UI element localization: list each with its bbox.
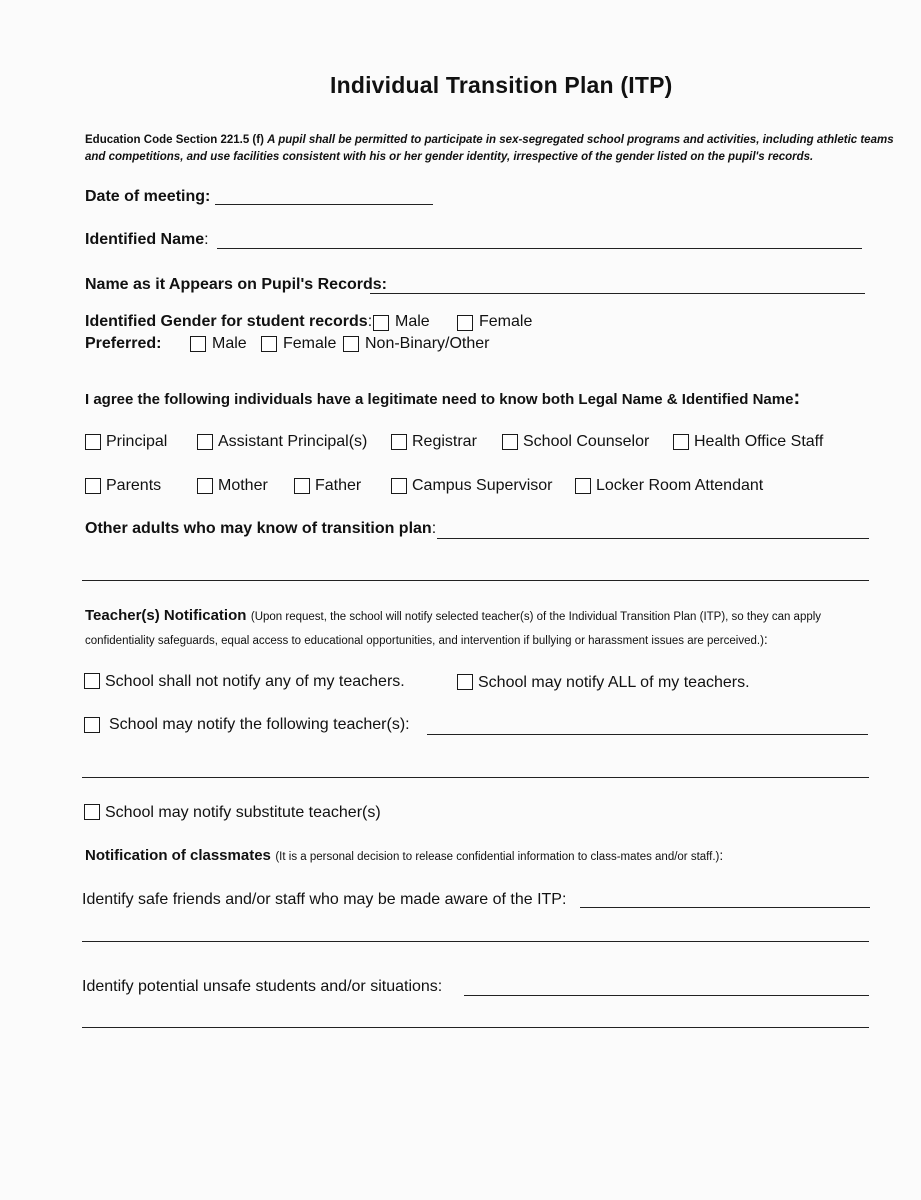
assistant-principal-label: Assistant Principal(s) xyxy=(218,433,368,450)
school-counselor-checkbox[interactable] xyxy=(502,434,518,450)
education-code-line-1 xyxy=(85,134,894,146)
principal-checkbox[interactable] xyxy=(85,434,101,450)
father-checkbox[interactable] xyxy=(294,478,310,494)
name-on-records-field[interactable] xyxy=(370,293,865,294)
page-title: Individual Transition Plan (ITP) xyxy=(330,72,673,98)
teacher-notification-note-1: (Upon request, the school will notify selected teacher(s) of the Individual Transition Plan (ITP), so they can apply xyxy=(250,611,822,623)
education-code-text-2: and competitions, and use facilities consistent with his or her gender identity, irrespective of the gender listed on the pupil's records. xyxy=(85,151,814,163)
gender-female-label: Female xyxy=(479,313,533,330)
identified-name-label xyxy=(85,231,209,249)
parents-checkbox[interactable] xyxy=(85,478,101,494)
identified-name-label-text: Identified Name xyxy=(85,231,205,248)
school-counselor-label: School Counselor xyxy=(523,433,650,450)
preferred-nonbinary-label: Non-Binary/Other xyxy=(365,335,490,352)
health-office-staff-label: Health Office Staff xyxy=(694,433,824,450)
need-to-know-colon: : xyxy=(793,387,801,409)
teacher-notification-heading-text: Teacher(s) Notification xyxy=(85,607,247,624)
safe-friends-field-line-1[interactable] xyxy=(580,907,870,908)
classmates-colon: : xyxy=(719,847,724,863)
notify-all-teachers-checkbox[interactable] xyxy=(457,674,473,690)
other-adults-label xyxy=(85,520,436,538)
father-label: Father xyxy=(315,477,362,494)
principal-label: Principal xyxy=(106,433,168,450)
preferred-male-checkbox[interactable] xyxy=(190,336,206,352)
unsafe-students-field-line-2[interactable] xyxy=(82,1027,869,1028)
other-adults-field-line-1[interactable] xyxy=(437,538,869,539)
gender-female-checkbox[interactable] xyxy=(457,315,473,331)
not-notify-teachers-checkbox[interactable] xyxy=(84,673,100,689)
identified-gender-label xyxy=(85,313,372,331)
safe-friends-label: Identify safe friends and/or staff who may be made aware of the ITP: xyxy=(82,891,567,908)
identified-gender-label-text: Identified Gender for student records xyxy=(85,313,368,330)
classmates-heading xyxy=(85,847,723,865)
classmates-note: (It is a personal decision to release confidential information to class-mates and/or staff.) xyxy=(275,851,720,863)
preferred-female-label: Female xyxy=(283,335,337,352)
health-office-staff-checkbox[interactable] xyxy=(673,434,689,450)
other-adults-colon: : xyxy=(431,520,437,537)
notify-following-teachers-field-line-2[interactable] xyxy=(82,777,869,778)
date-of-meeting-label: Date of meeting: xyxy=(85,188,211,205)
need-to-know-heading-text: I agree the following individuals have a legitimate need to know both Legal Name & Identified Name xyxy=(85,391,794,408)
locker-room-attendant-label: Locker Room Attendant xyxy=(596,477,764,494)
teacher-notification-colon: : xyxy=(763,631,768,647)
preferred-male-label: Male xyxy=(212,335,247,352)
gender-male-label: Male xyxy=(395,313,430,330)
registrar-checkbox[interactable] xyxy=(391,434,407,450)
other-adults-field-line-2[interactable] xyxy=(82,580,869,581)
classmates-heading-text: Notification of classmates xyxy=(85,847,271,864)
preferred-label: Preferred: xyxy=(85,335,162,352)
education-code-section: Education Code Section 221.5 (f) xyxy=(85,134,264,146)
notify-all-teachers-label: School may notify ALL of my teachers. xyxy=(478,674,750,691)
registrar-label: Registrar xyxy=(412,433,477,450)
mother-label: Mother xyxy=(218,477,268,494)
teacher-notification-note-line-2 xyxy=(85,631,768,649)
need-to-know-heading xyxy=(85,387,800,410)
teacher-notification-heading xyxy=(85,607,821,625)
name-on-records-label: Name as it Appears on Pupil's Records: xyxy=(85,276,387,293)
parents-label: Parents xyxy=(106,477,162,494)
notify-substitute-checkbox[interactable] xyxy=(84,804,100,820)
safe-friends-field-line-2[interactable] xyxy=(82,941,869,942)
gender-male-checkbox[interactable] xyxy=(373,315,389,331)
other-adults-label-text: Other adults who may know of transition plan xyxy=(85,520,432,537)
unsafe-students-label: Identify potential unsafe students and/or situations: xyxy=(82,978,443,995)
assistant-principal-checkbox[interactable] xyxy=(197,434,213,450)
education-code-text-1: A pupil shall be permitted to participate in sex-segregated school programs and activities, including athletic teams xyxy=(267,134,894,146)
identified-name-field[interactable] xyxy=(217,248,862,249)
identified-name-colon: : xyxy=(204,231,209,248)
preferred-female-checkbox[interactable] xyxy=(261,336,277,352)
campus-supervisor-label: Campus Supervisor xyxy=(412,477,553,494)
not-notify-teachers-label: School shall not notify any of my teachers. xyxy=(105,673,405,690)
notify-following-teachers-checkbox[interactable] xyxy=(84,717,100,733)
notify-substitute-label: School may notify substitute teacher(s) xyxy=(105,804,381,821)
campus-supervisor-checkbox[interactable] xyxy=(391,478,407,494)
notify-following-teachers-field-line-1[interactable] xyxy=(427,734,868,735)
locker-room-attendant-checkbox[interactable] xyxy=(575,478,591,494)
identified-gender-colon: : xyxy=(367,313,373,330)
preferred-nonbinary-checkbox[interactable] xyxy=(343,336,359,352)
mother-checkbox[interactable] xyxy=(197,478,213,494)
teacher-notification-note-2: confidentiality safeguards, equal access to educational opportunities, and intervention if bullying or harassment issues are perceived.) xyxy=(85,635,764,647)
unsafe-students-field-line-1[interactable] xyxy=(464,995,869,996)
notify-following-teachers-label: School may notify the following teacher(s): xyxy=(109,716,410,733)
date-of-meeting-field[interactable] xyxy=(215,204,433,205)
